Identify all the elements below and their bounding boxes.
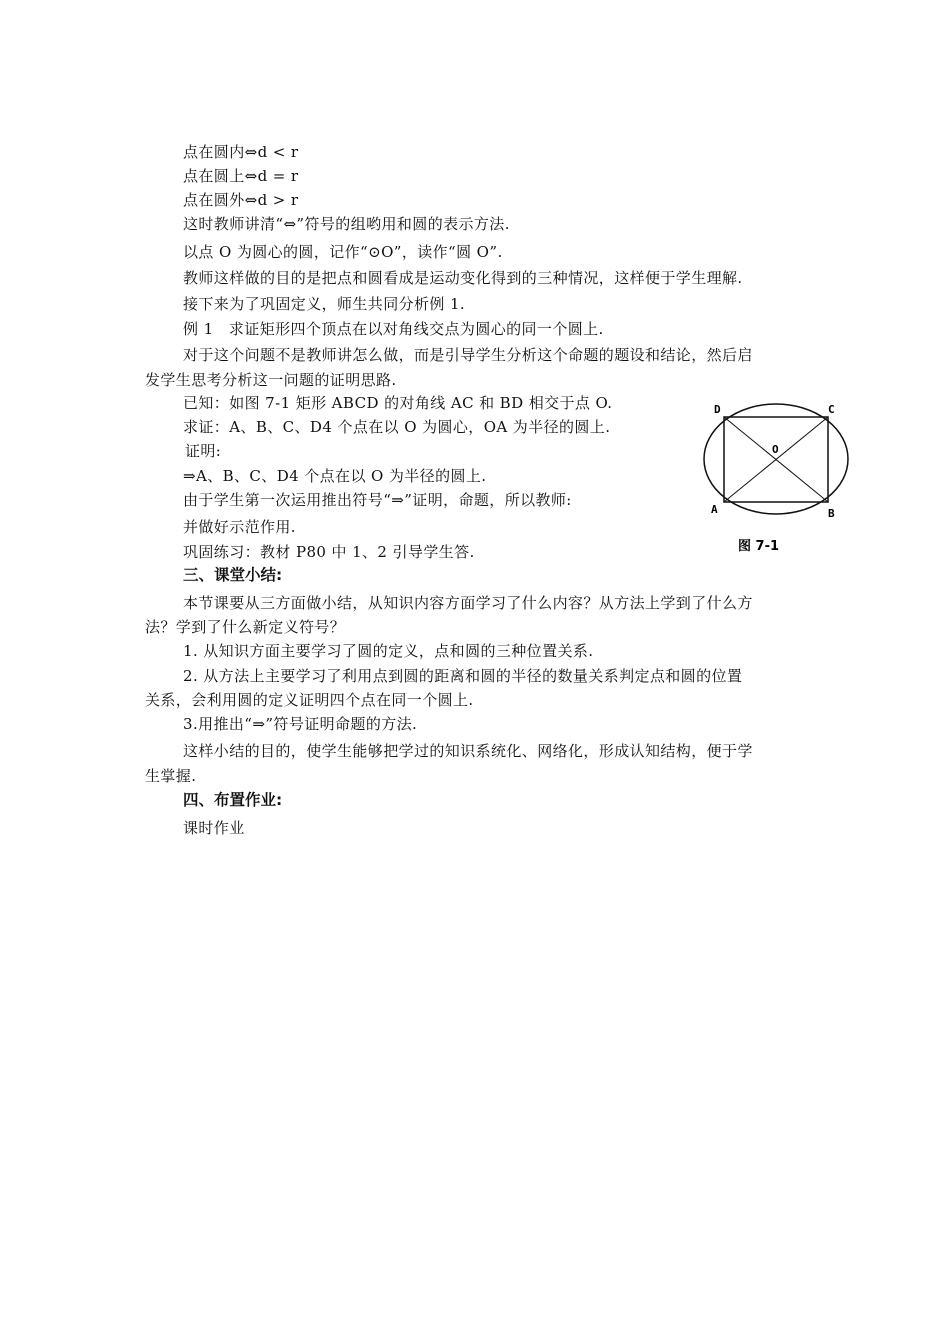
- label-b: B: [828, 507, 835, 520]
- homework-text: 课时作业: [183, 819, 245, 837]
- notation-definition-text: 以点 O 为圆心的圆，记作“⊙O”，读作“圆 O”.: [183, 243, 503, 261]
- next-step-text: 接下来为了巩固定义，师生共同分析例 1.: [183, 295, 466, 313]
- rectangle-in-circle-diagram: [700, 398, 852, 558]
- analysis-text-line2: 发学生思考分析这一问题的证明思路.: [145, 371, 397, 389]
- summary-intro-line1: 本节课要从三方面做小结，从知识内容方面学习了什么内容？从方法上学到了什么方: [183, 594, 753, 612]
- given-text: 已知：如图 7-1 矩形 ABCD 的对角线 AC 和 BD 相交于点 O.: [183, 394, 613, 412]
- figure-7-1: [700, 398, 852, 558]
- label-o: O: [772, 443, 779, 456]
- relation-outside: 点在圆外⇔d > r: [183, 191, 299, 209]
- summary-heading: 三、课堂小结:: [183, 566, 283, 584]
- summary-point-1: 1. 从知识方面主要学习了圆的定义，点和圆的三种位置关系.: [183, 642, 594, 660]
- summary-point-2-line2: 关系，会利用圆的定义证明四个点在同一个圆上.: [145, 691, 474, 709]
- demonstration-text: 并做好示范作用.: [183, 518, 296, 536]
- label-d: D: [714, 403, 721, 416]
- label-c: C: [828, 403, 835, 416]
- homework-heading: 四、布置作业:: [183, 791, 283, 809]
- first-use-text: 由于学生第一次运用推出符号“⇒”证明，命题，所以教师:: [183, 491, 572, 509]
- summary-point-2-line1: 2. 从方法上主要学习了利用点到圆的距离和圆的半径的数量关系判定点和圆的位置: [183, 667, 743, 685]
- summary-purpose-line1: 这样小结的目的，使学生能够把学过的知识系统化、网络化，形成认知结构，便于学: [183, 742, 753, 760]
- analysis-text-line1: 对于这个问题不是教师讲怎么做，而是引导学生分析这个命题的题设和结论，然后启: [183, 346, 753, 364]
- relation-on: 点在圆上⇔d = r: [183, 167, 299, 185]
- prove-text: 求证：A、B、C、D4 个点在以 O 为圆心，OA 为半径的圆上.: [183, 418, 611, 436]
- relation-inside: 点在圆内⇔d < r: [183, 143, 299, 161]
- figure-caption: 图 7-1: [738, 539, 780, 554]
- purpose-text: 教师这样做的目的是把点和圆看成是运动变化得到的三种情况，这样便于学生理解.: [183, 269, 743, 287]
- practice-text: 巩固练习：教材 P80 中 1、2 引导学生答.: [183, 543, 475, 561]
- conclusion-text: ⇒A、B、C、D4 个点在以 O 为半径的圆上.: [183, 467, 487, 485]
- teacher-notation-text: 这时教师讲清“⇔”符号的组哟用和圆的表示方法.: [183, 215, 510, 233]
- label-a: A: [711, 503, 718, 516]
- example-1-text: 例 1 求证矩形四个顶点在以对角线交点为圆心的同一个圆上.: [183, 320, 604, 338]
- summary-point-3: 3.用推出“⇒”符号证明命题的方法.: [183, 715, 418, 733]
- summary-intro-line2: 法？学到了什么新定义符号？: [145, 618, 346, 636]
- proof-label: 证明:: [185, 442, 222, 460]
- summary-purpose-line2: 生掌握.: [145, 767, 197, 785]
